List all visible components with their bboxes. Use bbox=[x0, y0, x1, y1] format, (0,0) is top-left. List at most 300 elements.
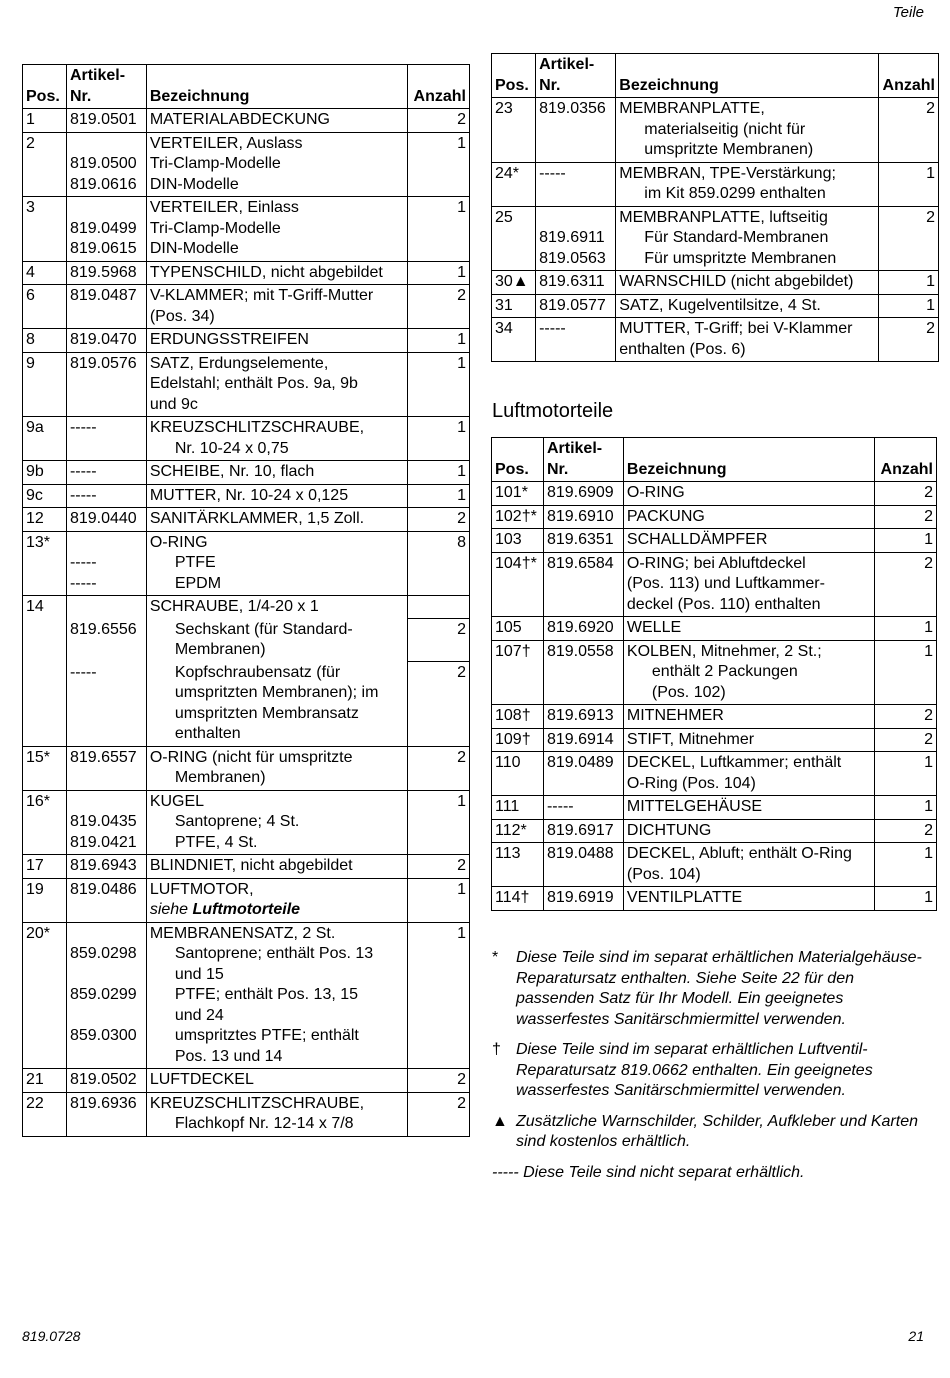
spacer bbox=[70, 307, 143, 328]
cell-bezeichnung bbox=[146, 790, 407, 855]
description-line: MITTELGEHÄUSE bbox=[626, 798, 763, 815]
part-number: 819.0470 bbox=[69, 331, 137, 348]
part-number: 819.0558 bbox=[546, 642, 614, 660]
spacer bbox=[70, 768, 143, 789]
cell-bezeichnung bbox=[623, 796, 874, 820]
cell-anzahl: 2 bbox=[875, 552, 937, 617]
spacer bbox=[547, 574, 620, 595]
cell-bezeichnung bbox=[623, 482, 874, 506]
cell-bezeichnung bbox=[623, 843, 874, 887]
footnote-text: Diese Teile sind im separat erhältlichen Materialgehäuse-Reparatursatz enthalten. Siehe Seite 22 für den passenden Satz für Ihr Modell. Ein geeignetes wasserfestes Sanitärschmiermittel verwenden. bbox=[516, 949, 922, 1028]
cell-bezeichnung bbox=[623, 505, 874, 529]
col-artikel: Artikel- Nr. bbox=[536, 54, 616, 98]
cell-bezeichnung bbox=[616, 162, 879, 206]
part-number: 819.0501 bbox=[69, 111, 137, 128]
cell-pos: 9a bbox=[23, 417, 67, 461]
cell-anzahl: 2 bbox=[878, 206, 938, 271]
part-number: ----- bbox=[69, 663, 97, 681]
description-line: VENTILPLATTE bbox=[626, 889, 743, 906]
cell-anzahl: 1 bbox=[878, 271, 938, 295]
cell-pos: 107† bbox=[492, 640, 544, 705]
part-number: ----- bbox=[69, 419, 97, 436]
description-line: MUTTER, Nr. 10-24 x 0,125 bbox=[149, 486, 349, 504]
cell-nr bbox=[66, 1092, 146, 1136]
description-line: DECKEL, Luftkammer; enthält bbox=[626, 754, 842, 771]
footnote bbox=[492, 948, 932, 1030]
description-line: SATZ, Erdungselemente, bbox=[149, 354, 329, 372]
cell-nr bbox=[66, 352, 146, 417]
table-row bbox=[23, 1092, 470, 1136]
part-number: ----- bbox=[539, 320, 566, 337]
cell-anzahl: 2 bbox=[875, 819, 937, 843]
table-row bbox=[492, 271, 939, 295]
part-number: 819.6557 bbox=[69, 748, 137, 766]
description-line: KREUZSCHLITZSCHRAUBE, bbox=[149, 419, 365, 436]
cell-anzahl: 2 bbox=[875, 505, 937, 529]
part-number bbox=[70, 792, 143, 813]
cell-bezeichnung bbox=[146, 329, 407, 353]
col-pos: Pos. bbox=[23, 65, 67, 109]
description-line: STIFT, Mitnehmer bbox=[626, 730, 755, 748]
part-number: 819.0421 bbox=[69, 833, 137, 851]
left-body-1 bbox=[23, 109, 470, 596]
part-number: 819.0616 bbox=[69, 175, 137, 193]
cell-bezeichnung bbox=[623, 728, 874, 752]
part-number bbox=[70, 198, 143, 219]
spacer bbox=[539, 340, 612, 361]
footnote-symbol: † bbox=[492, 1041, 501, 1058]
description-line: VERTEILER, Auslass bbox=[149, 134, 303, 152]
cell-nr bbox=[543, 640, 623, 705]
table-row bbox=[492, 819, 937, 843]
cell-nr bbox=[543, 529, 623, 553]
description-line: EPDM bbox=[174, 574, 222, 592]
description-line: (Pos. 102) bbox=[651, 683, 726, 701]
spacer bbox=[70, 374, 143, 395]
description-line: SCHEIBE, Nr. 10, flach bbox=[149, 463, 315, 480]
cell-nr bbox=[543, 728, 623, 752]
cell-nr bbox=[543, 505, 623, 529]
part-number: 819.5968 bbox=[69, 263, 137, 281]
cell-anzahl: 2 bbox=[408, 1069, 470, 1093]
cell-anzahl: 1 bbox=[875, 887, 937, 911]
table-row bbox=[23, 922, 470, 1069]
cell-pos: 9 bbox=[23, 352, 67, 417]
cell-pos: 19 bbox=[23, 878, 67, 922]
part-number: 819.6910 bbox=[546, 507, 614, 525]
description-line: DIN-Modelle bbox=[149, 240, 239, 257]
cell-anzahl: 2 bbox=[875, 728, 937, 752]
cell-nr bbox=[543, 552, 623, 617]
cell-pos: 111 bbox=[492, 796, 544, 820]
cell-bezeichnung bbox=[623, 529, 874, 553]
table-row bbox=[492, 887, 937, 911]
spacer bbox=[70, 1047, 143, 1068]
description-line: Tri-Clamp-Modelle bbox=[149, 155, 281, 172]
part-number: 819.6909 bbox=[546, 484, 614, 501]
description-line: O-Ring (Pos. 104) bbox=[626, 774, 756, 792]
cell-bezeichnung bbox=[623, 640, 874, 705]
part-number: 819.6311 bbox=[539, 273, 605, 290]
cell-pos: 25 bbox=[492, 206, 536, 271]
description-line: Santoprene; 4 St. bbox=[174, 813, 300, 830]
cell-nr bbox=[66, 662, 146, 747]
cell-nr bbox=[543, 887, 623, 911]
table-row bbox=[492, 617, 937, 641]
left-row-14 bbox=[23, 596, 470, 747]
cell-bezeichnung bbox=[623, 617, 874, 641]
table-row bbox=[23, 197, 470, 262]
description-line: deckel (Pos. 110) enthalten bbox=[626, 595, 821, 613]
table-row bbox=[23, 109, 470, 133]
description-line: Für Standard-Membranen bbox=[644, 229, 829, 246]
description-line: PACKUNG bbox=[626, 507, 705, 525]
left-body-2 bbox=[23, 746, 470, 1136]
part-number: 819.0563 bbox=[539, 249, 606, 267]
description-line: SCHALLDÄMPFER bbox=[626, 531, 768, 548]
description-line: Flachkopf Nr. 12-14 x 7/8 bbox=[174, 1115, 354, 1132]
description-line: Membranen) bbox=[174, 769, 266, 786]
table-row bbox=[492, 552, 937, 617]
table-row bbox=[23, 855, 470, 879]
cell-nr bbox=[66, 461, 146, 485]
see-text: siehe bbox=[149, 901, 193, 918]
description-line: VERTEILER, Einlass bbox=[149, 199, 299, 216]
cell-anzahl: 2 bbox=[408, 1092, 470, 1136]
col-pos: Pos. bbox=[492, 438, 544, 482]
table-row bbox=[492, 294, 939, 318]
table-row bbox=[23, 461, 470, 485]
part-number: 819.6919 bbox=[546, 889, 614, 906]
cell-pos: 9c bbox=[23, 484, 67, 508]
part-number: 859.0299 bbox=[69, 986, 137, 1003]
spacer bbox=[70, 395, 143, 416]
cell-anzahl: 1 bbox=[408, 790, 470, 855]
cell-bezeichnung bbox=[146, 484, 407, 508]
cell-pos: 14 bbox=[23, 596, 67, 747]
spacer bbox=[70, 1006, 143, 1027]
part-number: ----- bbox=[69, 574, 97, 592]
table-row bbox=[23, 352, 470, 417]
cell-bezeichnung bbox=[146, 132, 407, 197]
part-number: 819.6914 bbox=[546, 730, 614, 748]
table-row bbox=[492, 482, 937, 506]
part-number: 819.6584 bbox=[546, 554, 614, 572]
table-row bbox=[23, 619, 470, 662]
section-header: Teile bbox=[892, 4, 924, 21]
description-line: DIN-Modelle bbox=[149, 175, 239, 193]
description-line: Pos. 13 und 14 bbox=[174, 1047, 283, 1065]
cell-anzahl: 2 bbox=[408, 662, 470, 747]
doc-number: 819.0728 bbox=[22, 1328, 81, 1344]
table-row bbox=[492, 796, 937, 820]
description-line: umspritzten Membransatz bbox=[174, 704, 359, 722]
cell-anzahl: 2 bbox=[408, 508, 470, 532]
cell-anzahl: 1 bbox=[878, 162, 938, 206]
spacer bbox=[539, 184, 612, 205]
cell-nr bbox=[543, 752, 623, 796]
part-number: 819.0487 bbox=[69, 287, 137, 304]
footnote bbox=[492, 1040, 932, 1102]
right-top-body bbox=[492, 98, 939, 362]
description-line: WARNSCHILD (nicht abgebildet) bbox=[619, 273, 854, 290]
table-row bbox=[492, 529, 937, 553]
cell-pos: 24* bbox=[492, 162, 536, 206]
cell-nr bbox=[543, 796, 623, 820]
description-line: (Pos. 34) bbox=[149, 307, 215, 325]
cell-anzahl: 1 bbox=[408, 352, 470, 417]
cell-anzahl: 8 bbox=[408, 531, 470, 596]
cell-anzahl: 2 bbox=[408, 746, 470, 790]
cell-bezeichnung bbox=[146, 1092, 407, 1136]
cell-bezeichnung bbox=[146, 1069, 407, 1093]
part-number: 819.0440 bbox=[69, 510, 137, 527]
cell-nr bbox=[66, 197, 146, 262]
cell-bezeichnung bbox=[616, 98, 879, 163]
cell-nr bbox=[66, 746, 146, 790]
description-line: enthalten (Pos. 6) bbox=[619, 340, 746, 358]
cell-nr bbox=[66, 531, 146, 596]
table-row bbox=[492, 705, 937, 729]
table-header-row bbox=[23, 65, 470, 109]
description-line: O-RING bbox=[149, 533, 208, 551]
description-line: PTFE; enthält Pos. 13, 15 bbox=[174, 986, 359, 1003]
description-line: SANITÄRKLAMMER, 1,5 Zoll. bbox=[149, 510, 365, 527]
cell-nr bbox=[66, 508, 146, 532]
description-line: Tri-Clamp-Modelle bbox=[149, 219, 281, 237]
table-header-row bbox=[492, 438, 937, 482]
footnotes bbox=[492, 948, 932, 1193]
table-row bbox=[23, 662, 470, 747]
cell-nr bbox=[66, 417, 146, 461]
cell-pos: 109† bbox=[492, 728, 544, 752]
description-line: KUGEL bbox=[149, 792, 205, 810]
cell-nr bbox=[543, 705, 623, 729]
cell-pos: 4 bbox=[23, 261, 67, 285]
table-row bbox=[23, 261, 470, 285]
spacer bbox=[70, 439, 143, 460]
cell-bezeichnung bbox=[146, 619, 407, 662]
cell-nr bbox=[66, 790, 146, 855]
description-line: DICHTUNG bbox=[626, 821, 712, 839]
cell-bezeichnung bbox=[616, 271, 879, 295]
description-line: und 24 bbox=[174, 1006, 224, 1024]
description-line: Kopfschraubensatz (für bbox=[174, 663, 341, 681]
cell-bezeichnung bbox=[146, 461, 407, 485]
table-header-row bbox=[492, 54, 939, 98]
cell-bezeichnung bbox=[623, 552, 874, 617]
part-number: 859.0300 bbox=[69, 1027, 137, 1044]
cell-bezeichnung bbox=[146, 855, 407, 879]
cell-nr bbox=[66, 922, 146, 1069]
part-number: ----- bbox=[69, 554, 97, 571]
cell-nr bbox=[536, 162, 616, 206]
description-line: O-RING bbox=[626, 484, 685, 501]
table-row bbox=[23, 417, 470, 461]
cell-pos: 31 bbox=[492, 294, 536, 318]
part-number: ----- bbox=[69, 463, 97, 480]
cell-anzahl bbox=[408, 596, 470, 619]
cell-bezeichnung bbox=[146, 352, 407, 417]
cell-bezeichnung bbox=[146, 261, 407, 285]
part-number bbox=[539, 208, 612, 229]
cell-nr bbox=[66, 329, 146, 353]
cell-pos: 30▲ bbox=[492, 271, 536, 295]
cell-pos: 3 bbox=[23, 197, 67, 262]
cell-bezeichnung bbox=[623, 819, 874, 843]
description-line: MEMBRANENSATZ, 2 St. bbox=[149, 924, 336, 942]
description-line: MEMBRAN, TPE-Verstärkung; bbox=[619, 164, 836, 182]
footnote-symbol: * bbox=[492, 949, 499, 966]
cell-pos: 110 bbox=[492, 752, 544, 796]
cell-anzahl: 2 bbox=[408, 285, 470, 329]
cell-pos: 108† bbox=[492, 705, 544, 729]
part-number: 819.6943 bbox=[69, 857, 137, 874]
cell-anzahl: 1 bbox=[875, 752, 937, 796]
cell-pos: 112* bbox=[492, 819, 544, 843]
spacer bbox=[547, 662, 620, 683]
cell-anzahl: 2 bbox=[875, 482, 937, 506]
luftmotor-section-title: Luftmotorteile bbox=[492, 400, 614, 422]
cell-bezeichnung bbox=[623, 887, 874, 911]
part-number: 819.0489 bbox=[546, 754, 614, 771]
col-anzahl: Anzahl bbox=[408, 65, 470, 109]
description-line: BLINDNIET, nicht abgebildet bbox=[149, 857, 353, 874]
description-line: ERDUNGSSTREIFEN bbox=[149, 331, 309, 348]
table-row bbox=[23, 329, 470, 353]
part-number: 819.6911 bbox=[539, 229, 605, 246]
cell-bezeichnung bbox=[623, 705, 874, 729]
description-line: SATZ, Kugelventilsitze, 4 St. bbox=[619, 296, 821, 314]
footnote-symbol: ▲ bbox=[492, 1112, 508, 1130]
spacer bbox=[70, 900, 143, 921]
part-number: ----- bbox=[546, 798, 574, 815]
cell-anzahl: 1 bbox=[878, 294, 938, 318]
cell-pos: 2 bbox=[23, 132, 67, 197]
cell-nr bbox=[543, 617, 623, 641]
table-row bbox=[492, 162, 939, 206]
cell-bezeichnung bbox=[146, 531, 407, 596]
cell-bezeichnung bbox=[146, 662, 407, 747]
cell-anzahl: 1 bbox=[408, 922, 470, 1069]
cell-pos: 102†* bbox=[492, 505, 544, 529]
cell-pos: 21 bbox=[23, 1069, 67, 1093]
description-line: Für umspritzte Membranen bbox=[644, 249, 837, 267]
table-row bbox=[23, 878, 470, 922]
col-artikel: Artikel- Nr. bbox=[543, 438, 623, 482]
footnote bbox=[492, 1112, 932, 1153]
part-number bbox=[70, 924, 143, 945]
col-anzahl: Anzahl bbox=[878, 54, 938, 98]
page-number: 21 bbox=[908, 1328, 924, 1344]
footnote-dash: ----- Diese Teile sind nicht separat erhältlich. bbox=[492, 1163, 805, 1181]
description-line: PTFE, 4 St. bbox=[174, 833, 258, 851]
cell-anzahl: 1 bbox=[408, 329, 470, 353]
part-number: 819.0577 bbox=[539, 296, 606, 314]
table-row bbox=[492, 318, 939, 362]
spacer bbox=[70, 965, 143, 986]
cell-pos: 20* bbox=[23, 922, 67, 1069]
cell-pos: 113 bbox=[492, 843, 544, 887]
col-pos: Pos. bbox=[492, 54, 536, 98]
part-number: 819.0488 bbox=[546, 845, 614, 862]
cell-nr bbox=[66, 132, 146, 197]
cell-bezeichnung bbox=[616, 318, 879, 362]
description-line: LUFTMOTOR, bbox=[149, 880, 254, 898]
cell-anzahl: 2 bbox=[878, 98, 938, 163]
cell-nr bbox=[66, 285, 146, 329]
col-bezeichnung: Bezeichnung bbox=[623, 438, 874, 482]
footnote-text: Diese Teile sind im separat erhältlichen Luftventil-Reparatursatz 819.0662 enthalten. Ein geeignetes wasserfestes Sanitärschmiermittel verwenden. bbox=[516, 1041, 873, 1099]
table-row bbox=[23, 484, 470, 508]
cell-anzahl: 2 bbox=[408, 109, 470, 133]
part-number: 819.0356 bbox=[539, 100, 606, 117]
part-number: ----- bbox=[69, 486, 97, 504]
cell-bezeichnung bbox=[146, 197, 407, 262]
cell-anzahl: 2 bbox=[408, 855, 470, 879]
description-line: materialseitig (nicht für bbox=[644, 120, 806, 138]
cell-anzahl: 1 bbox=[875, 796, 937, 820]
table-row bbox=[492, 206, 939, 271]
table-row bbox=[23, 1069, 470, 1093]
cell-anzahl: 1 bbox=[408, 878, 470, 922]
description-line: und 15 bbox=[174, 965, 224, 983]
col-artikel: Artikel- Nr. bbox=[66, 65, 146, 109]
description-line: KREUZSCHLITZSCHRAUBE, bbox=[149, 1094, 365, 1112]
luftmotor-body bbox=[492, 482, 937, 911]
cell-anzahl: 2 bbox=[875, 705, 937, 729]
description-line: enthält 2 Packungen bbox=[651, 663, 798, 680]
description-line: O-RING (nicht für umspritzte bbox=[149, 748, 353, 766]
part-number: 819.6913 bbox=[546, 707, 614, 724]
cell-anzahl: 1 bbox=[408, 197, 470, 262]
cell-nr bbox=[66, 109, 146, 133]
part-number: 819.0435 bbox=[69, 813, 137, 830]
part-number: 819.0499 bbox=[69, 219, 137, 237]
cell-anzahl: 2 bbox=[878, 318, 938, 362]
cell-anzahl: 1 bbox=[875, 617, 937, 641]
description-line: MATERIALABDECKUNG bbox=[149, 111, 330, 128]
see-reference: Luftmotorteile bbox=[192, 901, 301, 918]
table-row bbox=[23, 531, 470, 596]
description-line: umspritzte Membranen) bbox=[644, 141, 814, 158]
cell-pos: 8 bbox=[23, 329, 67, 353]
col-anzahl: Anzahl bbox=[875, 438, 937, 482]
cell-anzahl: 1 bbox=[408, 417, 470, 461]
table-row bbox=[23, 596, 470, 619]
cell-nr bbox=[543, 819, 623, 843]
description-line: umspritzten Membranen); im bbox=[174, 684, 379, 701]
cell-nr bbox=[536, 294, 616, 318]
table-row bbox=[492, 843, 937, 887]
cell-pos: 105 bbox=[492, 617, 544, 641]
cell-bezeichnung bbox=[146, 285, 407, 329]
spacer bbox=[539, 120, 612, 141]
table-row bbox=[492, 752, 937, 796]
table-row bbox=[492, 98, 939, 163]
cell-anzahl: 1 bbox=[408, 461, 470, 485]
description-line: LUFTDECKEL bbox=[149, 1071, 254, 1088]
cell-bezeichnung bbox=[616, 294, 879, 318]
description-line: umspritztes PTFE; enthält bbox=[174, 1027, 359, 1044]
cell-bezeichnung: SCHRAUBE, 1/4-20 x 1 bbox=[146, 596, 407, 619]
cell-bezeichnung bbox=[146, 109, 407, 133]
description-line: MITNEHMER bbox=[626, 707, 724, 724]
part-number: 819.0576 bbox=[69, 354, 137, 372]
cell-nr bbox=[66, 619, 146, 662]
description-line: (Pos. 104) bbox=[626, 865, 701, 883]
cell-pos: 13* bbox=[23, 531, 67, 596]
